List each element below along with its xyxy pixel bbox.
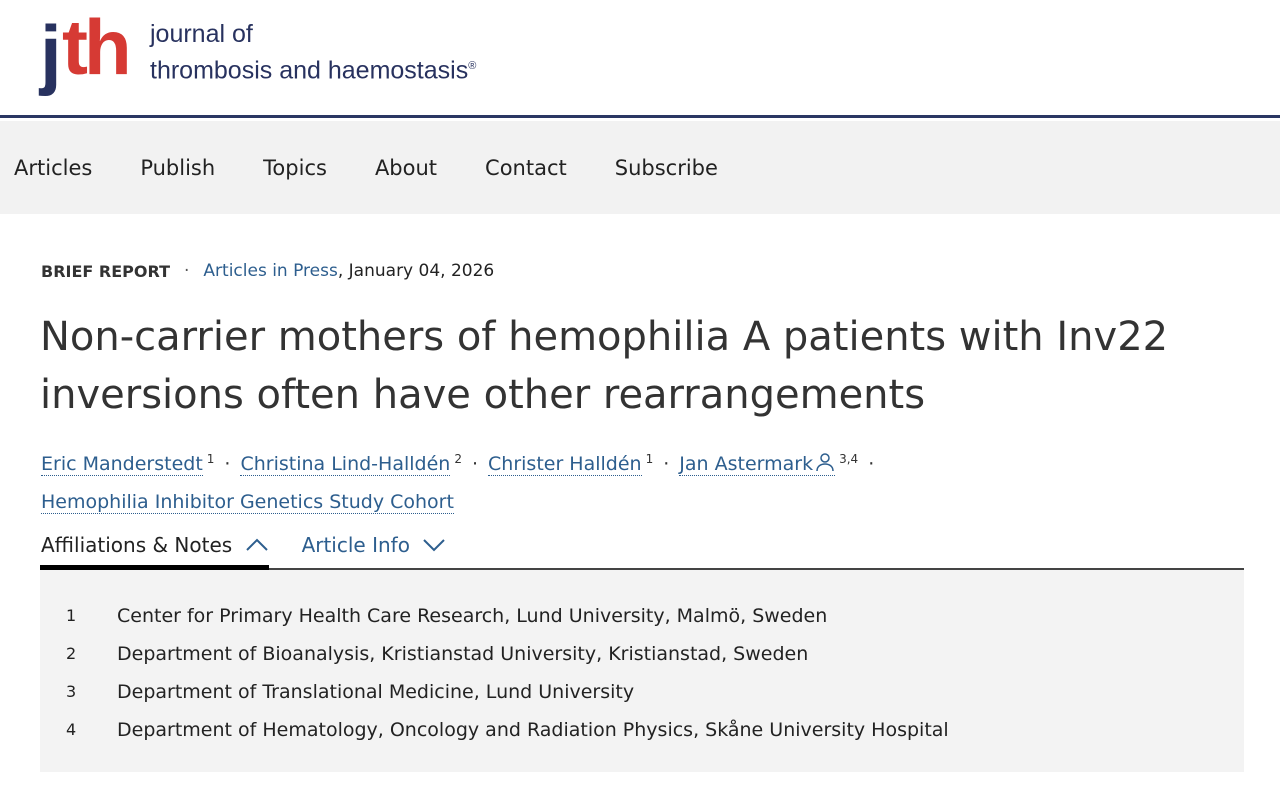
separator: · <box>663 453 670 476</box>
nav-articles[interactable]: Articles <box>14 155 93 180</box>
chevron-down-icon <box>422 538 446 552</box>
meta-separator: · <box>184 261 190 281</box>
tab-label: Affiliations & Notes <box>41 533 233 557</box>
affiliation-text: Department of Translational Medicine, Lund University <box>117 681 635 703</box>
journal-name[interactable] <box>150 18 476 86</box>
affiliation-number: 1 <box>66 606 77 625</box>
author-link-group[interactable]: Hemophilia Inhibitor Genetics Study Cohort <box>41 491 454 514</box>
article-meta <box>41 261 494 281</box>
affiliation-text: Department of Hematology, Oncology and Radiation Physics, Skåne University Hospital <box>117 719 949 741</box>
registered-mark: ® <box>468 60 477 72</box>
journal-name-line1: journal of <box>150 20 253 48</box>
article-tabs <box>40 528 1244 570</box>
author-sup: 3,4 <box>839 452 859 466</box>
separator: · <box>471 453 479 476</box>
publish-date: , January 04, 2026 <box>337 261 495 281</box>
author-link-corresponding[interactable] <box>679 453 835 476</box>
article-title: Non-carrier mothers of hemophilia A patients with Inv22 inversions often have other rearrangements <box>40 314 1169 418</box>
journal-name-line2: thrombosis and haemostasis <box>150 56 469 85</box>
logo-th: th <box>62 3 128 91</box>
author-link[interactable]: Christer Halldén <box>488 453 642 476</box>
affiliation-number: 2 <box>66 644 77 663</box>
affiliation-row <box>40 677 1244 715</box>
main-nav <box>0 121 1280 214</box>
person-icon <box>815 452 835 472</box>
nav-subscribe[interactable]: Subscribe <box>614 155 718 180</box>
author-link[interactable]: Christina Lind-Halldén <box>240 453 451 476</box>
affiliation-text: Center for Primary Health Care Research, Lund University, Malmö, Sweden <box>117 605 828 627</box>
nav-topics[interactable]: Topics <box>263 155 327 180</box>
nav-about[interactable]: About <box>374 155 438 180</box>
section-link[interactable]: Articles in Press <box>203 261 338 281</box>
tab-label: Article Info <box>301 533 410 557</box>
author-sup: 2 <box>454 452 462 466</box>
affiliation-number: 3 <box>66 682 77 701</box>
separator: · <box>224 453 231 476</box>
affiliation-text: Department of Bioanalysis, Kristianstad University, Kristianstad, Sweden <box>117 643 809 665</box>
nav-contact[interactable]: Contact <box>485 155 567 180</box>
author-link[interactable]: Eric Manderstedt <box>41 453 203 476</box>
affiliation-row <box>40 601 1244 639</box>
affiliation-number: 4 <box>66 720 77 739</box>
author-sup: 1 <box>206 452 215 466</box>
separator: · <box>868 453 875 476</box>
jth-logo[interactable] <box>40 3 140 97</box>
affiliation-row <box>40 715 1244 753</box>
affiliations-panel <box>40 570 1244 772</box>
chevron-up-icon <box>245 538 269 552</box>
author-sup: 1 <box>645 452 654 466</box>
tab-affiliations[interactable] <box>40 528 269 570</box>
tab-article-info[interactable] <box>301 528 447 568</box>
article-type: BRIEF REPORT <box>41 261 170 281</box>
author-list <box>41 440 1041 521</box>
logo-j: j <box>40 9 62 97</box>
author-name: Jan Astermark <box>679 453 814 476</box>
site-header <box>0 0 1280 118</box>
affiliation-row <box>40 639 1244 677</box>
nav-publish[interactable]: Publish <box>140 155 216 180</box>
